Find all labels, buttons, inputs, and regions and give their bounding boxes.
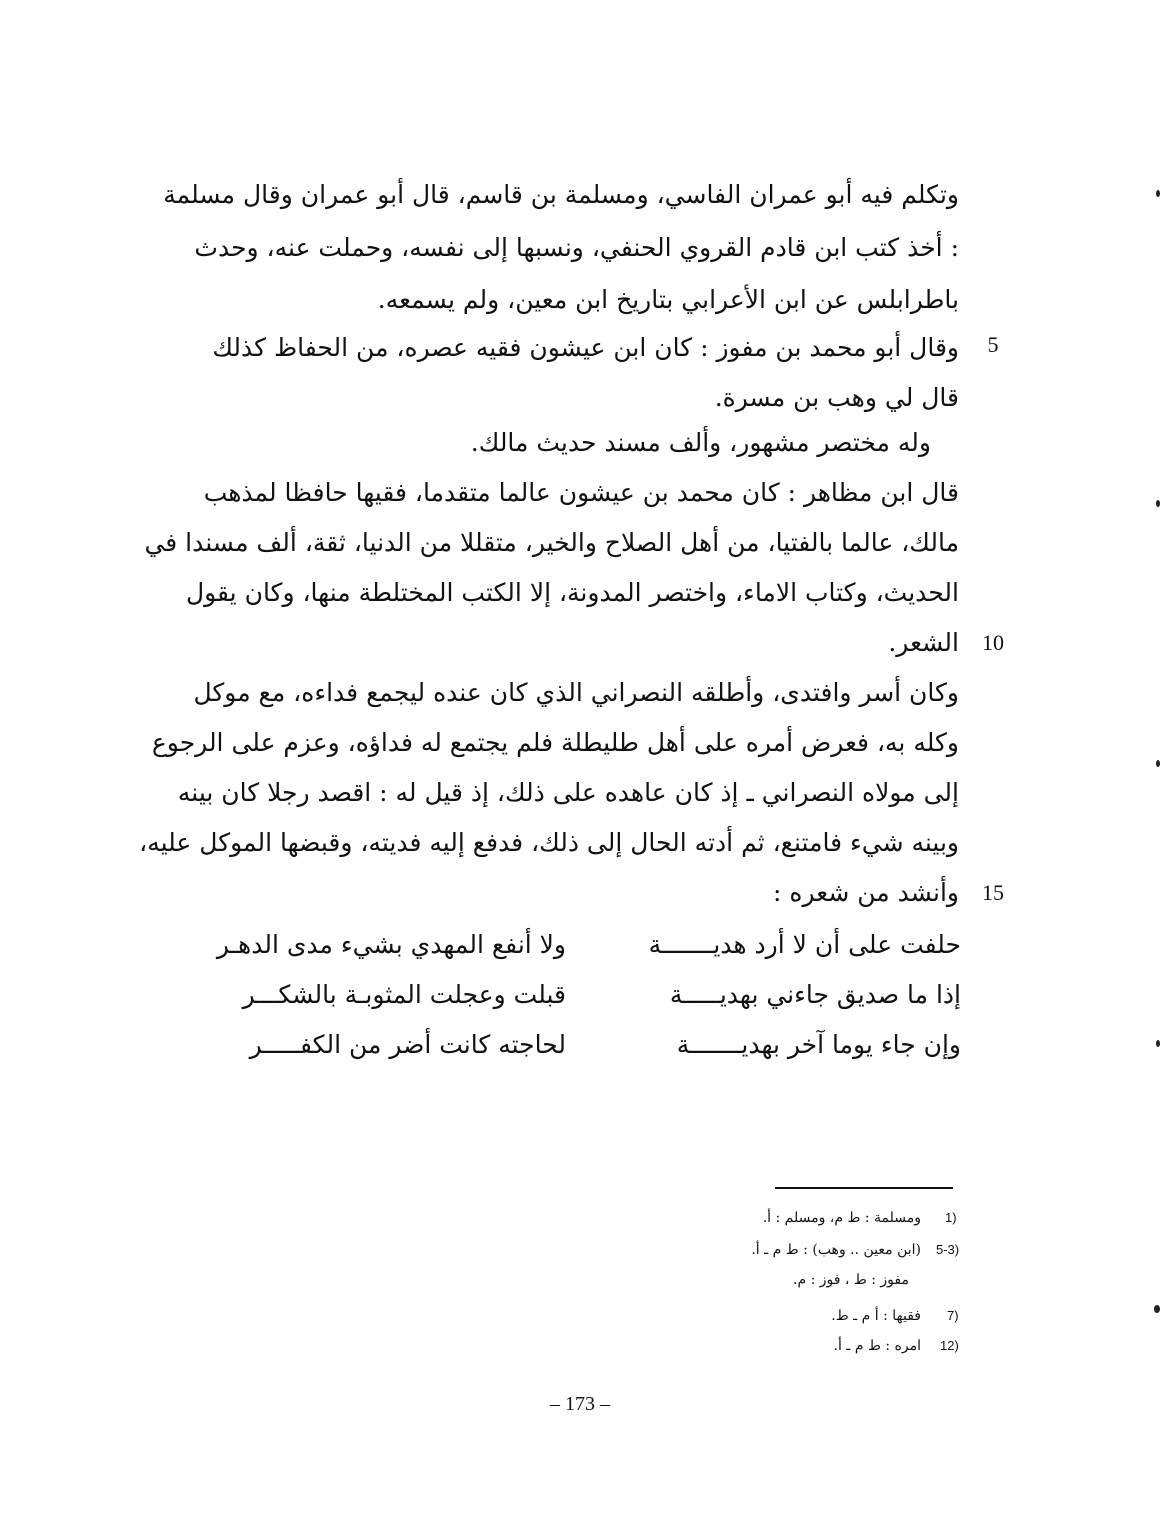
text-line-12: وكله به، فعرض أمره على أهل طليطلة فلم يجتمع له فداؤه، وعزم على الرجوع bbox=[151, 728, 959, 757]
footnote-4-number: 7) bbox=[947, 1308, 959, 1323]
text-line-2: : أخذ كتب ابن قادم القروي الحنفي، ونسبها إلى نفسه، وحملت عنه، وحدث bbox=[194, 233, 959, 262]
text-line-6: وله مختصر مشهور، وألف مسند حديث مالك. bbox=[470, 428, 931, 457]
footnote-2-text: (ابن معين .. وهب) : ط م ـ أ. bbox=[751, 1242, 921, 1258]
scan-speck bbox=[1156, 190, 1160, 197]
verse-3-second: لحاجته كانت أضر من الكفـــــر bbox=[249, 1030, 566, 1059]
line-number-15: 15 bbox=[982, 880, 1004, 905]
verse-3-first: وإن جاء يوما آخر بهديـــــــة bbox=[676, 1030, 961, 1059]
text-line-1: وتكلم فيه أبو عمران الفاسي، ومسلمة بن قاسم، قال أبو عمران وقال مسلمة bbox=[163, 180, 959, 209]
scan-speck bbox=[1156, 760, 1160, 767]
text-line-7: قال ابن مظاهر : كان محمد بن عيشون عالما متقدما، فقيها حافظا لمذهب bbox=[203, 478, 959, 507]
verse-2-first: إذا ما صديق جاءني بهديـــــة bbox=[669, 980, 961, 1009]
text-line-11: وكان أسر وافتدى، وأطلقه النصراني الذي كان عنده ليجمع فداءه، مع موكل bbox=[193, 678, 959, 707]
scan-speck bbox=[1154, 1305, 1160, 1313]
footnote-5-text: امره : ط م ـ أ. bbox=[833, 1338, 921, 1354]
line-number-5: 5 bbox=[987, 332, 999, 357]
text-line-3: باطرابلس عن ابن الأعرابي بتاريخ ابن معين، ولم يسمعه. bbox=[377, 285, 959, 314]
line-number-10: 10 bbox=[982, 630, 1004, 655]
scan-speck bbox=[1156, 500, 1160, 507]
footnote-1-text: ومسلمة : ط م، ومسلم : أ. bbox=[762, 1210, 921, 1226]
text-line-14: وبينه شيء فامتنع، ثم أدته الحال إلى ذلك، فدفع إليه فديته، وقبضها الموكل عليه، bbox=[139, 828, 959, 857]
verse-1-first: حلفت على أن لا أرد هديـــــــة bbox=[648, 930, 961, 959]
footnote-rule bbox=[775, 1187, 953, 1189]
text-line-4: وقال أبو محمد بن مفوز : كان ابن عيشون فقيه عصره، من الحفاظ كذلك bbox=[212, 333, 959, 362]
text-line-9: الحديث، وكتاب الاماء، واختصر المدونة، إلا الكتب المختلطة منها، وكان يقول bbox=[185, 578, 959, 607]
scan-speck bbox=[1156, 1040, 1160, 1047]
page-number: – 173 – bbox=[550, 1393, 610, 1415]
footnote-3-text: مفوز : ط ، فوز : م. bbox=[793, 1272, 909, 1288]
verse-2-second: قبلت وعجلت المثوبـة بالشكـــر bbox=[242, 980, 566, 1009]
footnote-4-text: فقيها : أ م ـ ط. bbox=[831, 1308, 921, 1324]
text-line-10: الشعر. bbox=[888, 628, 959, 657]
verse-1-second: ولا أنفع المهدي بشيء مدى الدهـر bbox=[216, 930, 566, 959]
footnote-1-number: 1) bbox=[945, 1210, 957, 1225]
footnote-2-number: 5-3) bbox=[936, 1242, 960, 1257]
text-line-8: مالك، عالما بالفتيا، من أهل الصلاح والخير، متقللا من الدنيا، ثقة، ألف مسندا في bbox=[144, 528, 959, 557]
text-line-13: إلى مولاه النصراني ـ إذ كان عاهده على ذلك، إذ قيل له : اقصد رجلا كان بينه bbox=[177, 778, 959, 807]
footnote-5-number: 12) bbox=[940, 1338, 959, 1353]
text-line-15: وأنشد من شعره : bbox=[773, 878, 959, 907]
text-line-5: قال لي وهب بن مسرة. bbox=[714, 383, 959, 412]
